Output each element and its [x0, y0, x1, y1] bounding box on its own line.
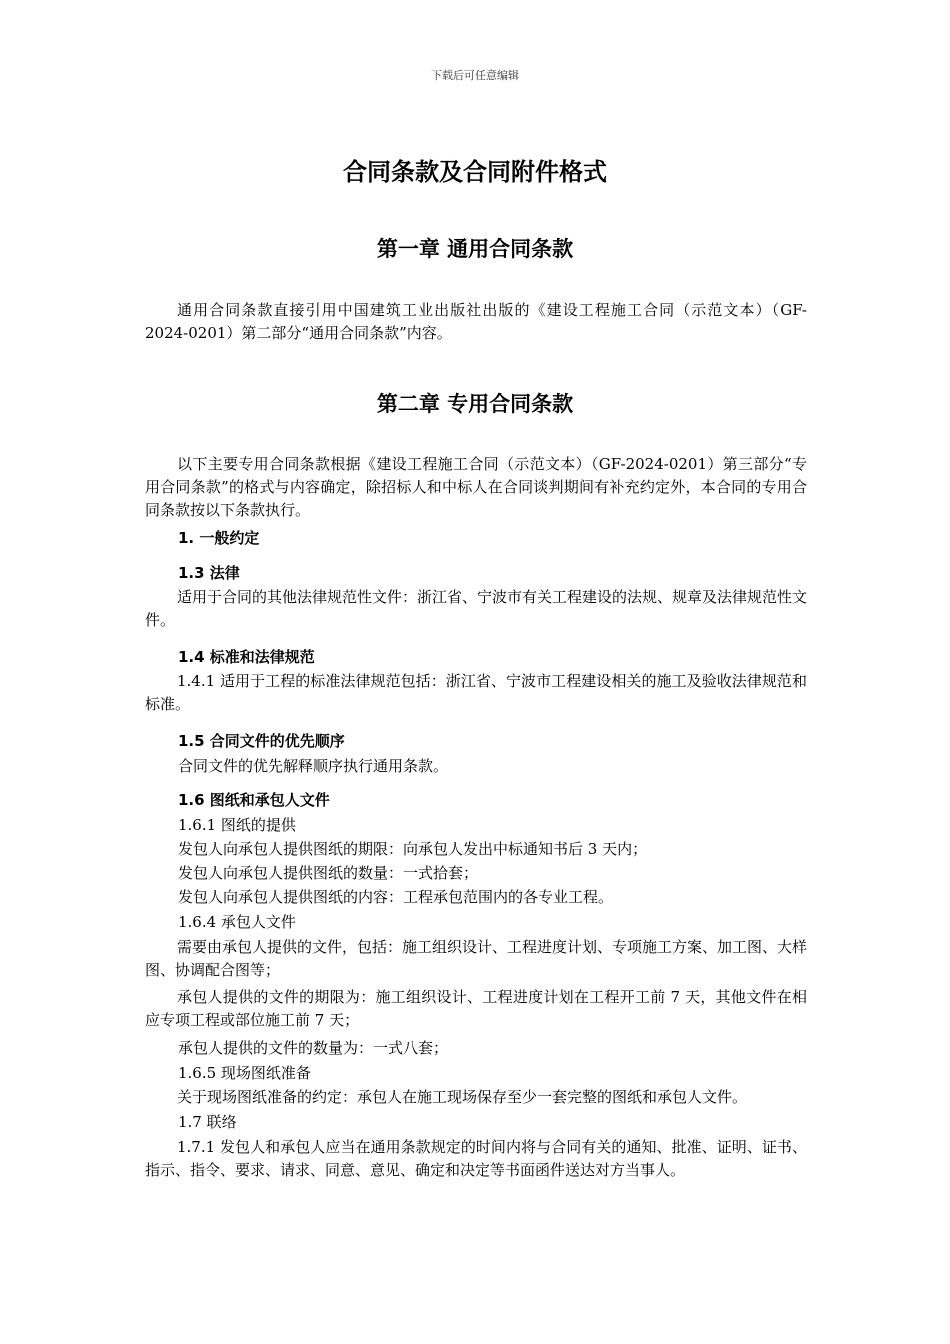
section-1-5-heading: 1.5 合同文件的优先顺序: [178, 732, 345, 750]
chapter-1-body: 通用合同条款直接引用中国建筑工业出版社出版的《建设工程施工合同（示范文本）（GF-2024-0201）第二部分“通用合同条款”内容。: [145, 301, 807, 342]
document-title: 合同条款及合同附件格式: [343, 158, 607, 186]
section-1-6-5-body: 关于现场图纸准备的约定：承包人在施工现场保存至少一套完整的图纸和承包人文件。: [177, 1088, 748, 1106]
section-1-6-5-heading: 1.6.5 现场图纸准备: [178, 1064, 311, 1082]
section-1-3-heading: 1.3 法律: [178, 564, 240, 582]
chapter-2-intro: 以下主要专用合同条款根据《建设工程施工合同（示范文本）（GF-2024-0201）第三部分“专用合同条款”的格式与内容确定，除招标人和中标人在合同谈判期间有补充约定外，本合同的专用合同条款按以下条款执行。: [145, 455, 807, 519]
section-1-6-1-line-a: 发包人向承包人提供图纸的期限：向承包人发出中标通知书后 3 天内；: [178, 840, 648, 858]
section-1-6-1-heading: 1.6.1 图纸的提供: [178, 816, 296, 834]
section-1-6-heading: 1.6 图纸和承包人文件: [178, 791, 330, 809]
section-1-6-1-line-c: 发包人向承包人提供图纸的内容：工程承包范围内的各专业工程。: [178, 888, 614, 906]
section-1-6-1-line-b: 发包人向承包人提供图纸的数量：一式拾套；: [178, 864, 479, 882]
section-1-6-4-para-a: 需要由承包人提供的文件，包括：施工组织设计、工程进度计划、专项施工方案、加工图、大样图、协调配合图等；: [145, 938, 808, 979]
section-1-6-4-line-c: 承包人提供的文件的数量为：一式八套；: [178, 1039, 449, 1057]
section-1-6-4-para-b: 承包人提供的文件的期限为：施工组织设计、工程进度计划在工程开工前 7 天，其他文件在相应专项工程或部位施工前 7 天；: [145, 988, 807, 1029]
page-header: 下载后可任意编辑: [431, 69, 519, 82]
section-1-7-heading: 1.7 联络: [178, 1113, 237, 1131]
section-1-6-4-heading: 1.6.4 承包人文件: [178, 913, 296, 931]
section-1-3-body: 适用于合同的其他法律规范性文件：浙江省、宁波市有关工程建设的法规、规章及法律规范性文件。: [145, 588, 808, 629]
section-1-4-heading: 1.4 标准和法律规范: [178, 648, 315, 666]
section-1-heading: 1. 一般约定: [178, 529, 260, 547]
section-1-4-body: 1.4.1 适用于工程的标准法律规范包括：浙江省、宁波市工程建设相关的施工及验收法律规范和标准。: [145, 672, 807, 713]
section-1-7-1-body: 1.7.1 发包人和承包人应当在通用条款规定的时间内将与合同有关的通知、批准、证明、证书、指示、指令、要求、请求、同意、意见、确定和决定等书面函件送达对方当事人。: [145, 1138, 807, 1179]
chapter-1-heading: 第一章 通用合同条款: [376, 237, 574, 261]
section-1-5-body: 合同文件的优先解释顺序执行通用条款。: [178, 757, 449, 775]
chapter-2-heading: 第二章 专用合同条款: [376, 392, 574, 416]
